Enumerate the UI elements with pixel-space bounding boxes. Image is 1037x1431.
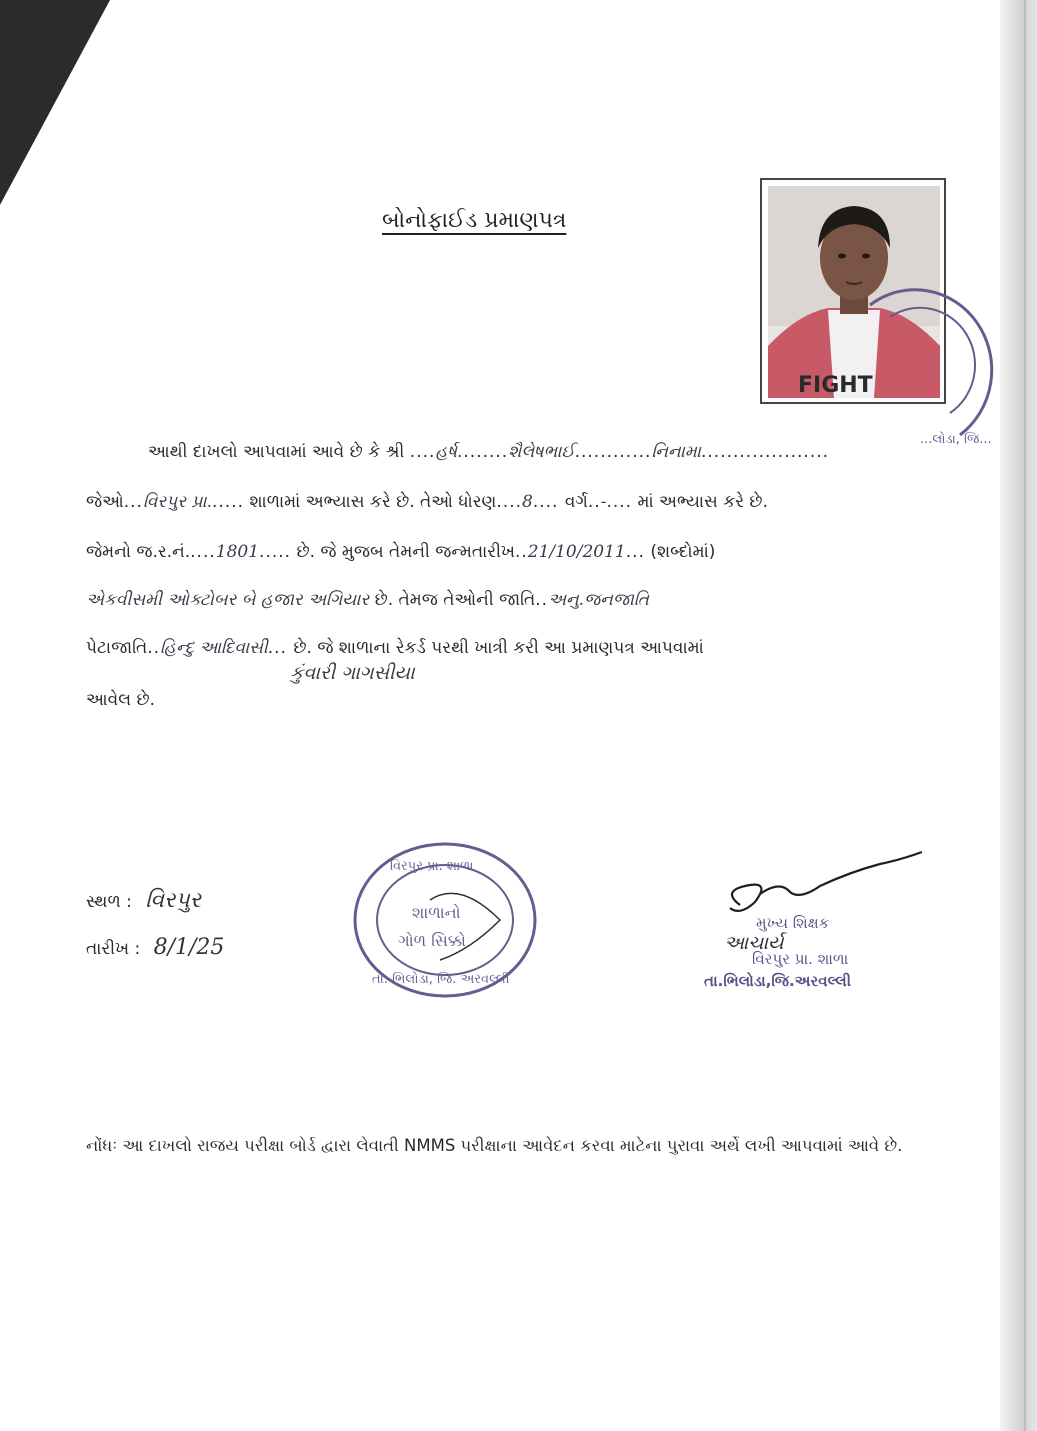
certificate-line-3: જેમનો જ.ર.નં.....1801..... છે. જે મુજબ તેમની જન્મતારીખ..21/10/2011... (શબ્દોમાં) — [86, 542, 716, 562]
address-stamp: તા.ભિલોડા,જિ.અરવલ્લી — [704, 972, 852, 990]
date-label: તારીખ : — [86, 939, 141, 959]
photo-school-stamp — [850, 295, 992, 447]
student-first-name: હર્ષ — [435, 442, 457, 462]
role-stamp: મુખ્ય શિક્ષક — [756, 914, 830, 932]
standard-value: 8 — [522, 492, 533, 512]
birth-date-in-words: એકવીસમી ઓક્ટોબર બે હજાર અગિયાર — [86, 590, 370, 610]
birth-date: 21/10/2011 — [527, 542, 626, 562]
dark-corner-shadow — [0, 0, 220, 220]
school-round-seal — [350, 840, 540, 1000]
principal-signature — [710, 850, 950, 930]
page-fold-line — [1024, 0, 1026, 1431]
school-name: વિરપુર પ્રા. — [142, 492, 212, 512]
line1-prefix: આથી દાખલો આપવામાં આવે છે કે શ્રી — [148, 442, 405, 462]
division-value: - — [600, 492, 607, 512]
line5-suffix: છે. જે શાળાના રેકર્ડ પરથી ખાત્રી કરી આ પ્રમાણપત્ર આપવામાં — [293, 638, 704, 658]
photo-shirt-text: FIGHT — [798, 373, 873, 398]
school-name-stamp: વિરપુર પ્રા. શાળા — [752, 950, 849, 968]
handwritten-annotation: કુંવારી ગાગસીયા — [290, 662, 415, 684]
line2-prefix: જેઓ — [86, 492, 124, 512]
seal-center-text: શાળાનો — [412, 903, 461, 922]
date-value: 8/1/25 — [153, 935, 225, 960]
place-row — [86, 888, 201, 913]
place-value: વિરપુર — [145, 888, 201, 913]
line3-prefix: જેમનો જ.ર.નં. — [86, 542, 191, 562]
class-label: વર્ગ — [564, 492, 588, 512]
subcaste-value: હિન્દુ આદિવાસી — [160, 638, 268, 658]
role-handwritten: આચાર્ય — [724, 932, 784, 954]
caste-value: અનુ.જનજાતિ — [548, 590, 649, 610]
student-father-name: શૈલેષભાઈ — [508, 442, 575, 462]
register-number: 1801 — [215, 542, 260, 562]
line2-suffix: માં અભ્યાસ કરે છે. — [637, 492, 768, 512]
line3-suffix: (શબ્દોમાં) — [650, 542, 716, 562]
line4-mid: છે. તેમજ તેઓની જાતિ — [374, 590, 536, 610]
seal-center-text-2: ગોળ સિક્કો — [398, 931, 466, 950]
seal-bottom-text: તા. ભિલોડા, જિ. અરવલ્લી — [372, 972, 510, 987]
student-surname: નિનામા — [651, 442, 701, 462]
certificate-line-1: આથી દાખલો આપવામાં આવે છે કે શ્રી ....હર્ષ........શૈલેષભાઈ............નિનામા.................... — [148, 442, 830, 462]
svg-text:...લોડા, જિ...: ...લોડા, જિ... — [920, 432, 992, 447]
line6-text: આવેલ છે. — [86, 690, 156, 710]
principal-signature-block — [700, 850, 940, 1010]
line2-mid: શાળામાં અભ્યાસ કરે છે. તેઓ ધોરણ — [249, 492, 497, 512]
certificate-line-6 — [86, 690, 155, 710]
certificate-line-5: પેટાજાતિ..હિન્દુ આદિવાસી... છે. જે શાળાના રેકર્ડ પરથી ખાત્રી કરી આ પ્રમાણપત્ર આપવામાં — [86, 638, 704, 658]
line3-mid: છે. જે મુજબ તેમની જન્મતારીખ — [296, 542, 515, 562]
page-fold-edge — [1000, 0, 1037, 1431]
date-row — [86, 935, 224, 960]
seal-top-text: વિરપુર પ્રા. શાળા — [390, 859, 474, 874]
certificate-line-2: જેઓ...વિરપુર પ્રા...... શાળામાં અભ્યાસ કરે છે. તેઓ ધોરણ....8.... વર્ગ..-.... માં અભ્યાસ કરે છે. — [86, 492, 768, 512]
certificate-line-4: એકવીસમી ઓક્ટોબર બે હજાર અગિયાર છે. તેમજ તેઓની જાતિ..અનુ.જનજાતિ — [86, 590, 649, 610]
certificate-title: બોનોફાઈડ પ્રમાણપત્ર — [382, 208, 567, 233]
line5-prefix: પેટાજાતિ — [86, 638, 148, 658]
place-label: સ્થળ : — [86, 892, 132, 912]
certificate-note: નોંધઃ આ દાખલો રાજય પરીક્ષા બોર્ડ દ્વારા લેવાતી NMMS પરીક્ષાના આવેદન કરવા માટેના પુરાવા અર્થે લખી આપવામાં આવે છે. — [86, 1136, 903, 1155]
